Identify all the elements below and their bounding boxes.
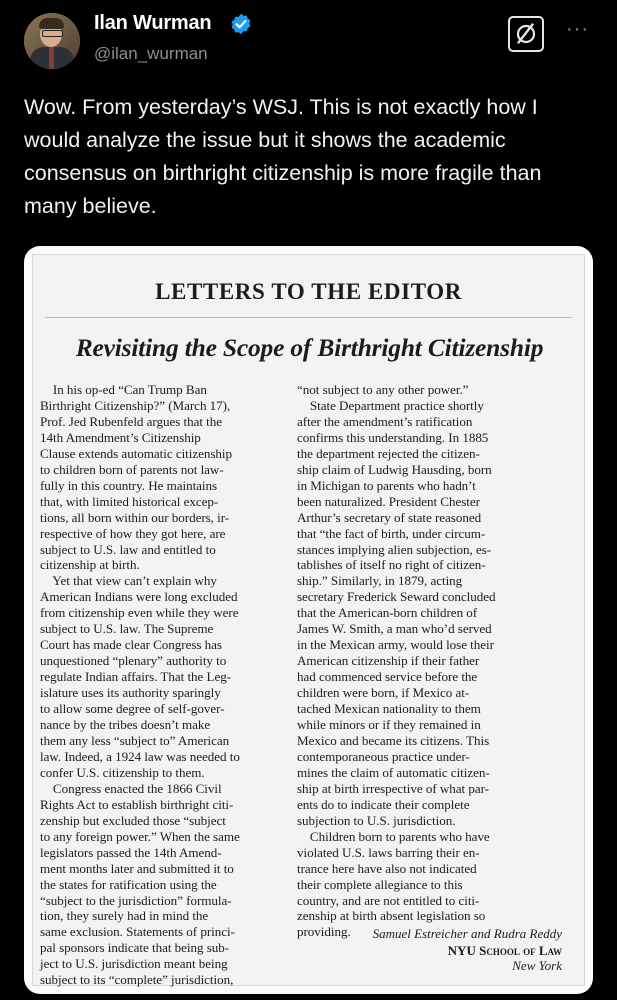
verified-badge-icon xyxy=(230,13,252,35)
school: NYU School of Law xyxy=(447,943,562,958)
masthead: LETTERS TO THE EDITOR xyxy=(155,279,462,304)
grok-icon xyxy=(510,18,542,50)
letter-column-2: “not subject to any other power.” State Department practice shortly after the amendment’s ratification confirms this understanding. In 1885 the department rejected the citizen- ship claim of Ludwig Hausding, born in Michigan to parents who hadn’t been naturalized. President Chester Arthur’s secretary of state reasoned that “the fact of birth, under circum- stances implying alien subjection, es- tablishes of itself no right of citizen- ship.” Similarly, in 1879, acting secretary Frederick Seward concluded that the American-born children of James W. Smith, a man who’d served in the Mexican army, would lose their American citizenship if their father had commenced service before the children were born, if Mexico at- tached Mexican nationality to them while minors or if they remained in Mexico and became its citizens. This contemporaneous practice under- mines the claim of automatic citizen- ship at birth irrespective of what par- ents do to indicate their complete subjection to U.S. jurisdiction. Children born to parents who have violated U.S. laws barring their en- trance here have also not indicated their complete allegiance to this country, and are not entitled to citi- zenship at birth absent legislation so providing. xyxy=(297,382,496,940)
author-handle[interactable]: @ilan_wurman xyxy=(94,44,208,63)
avatar[interactable] xyxy=(24,13,80,69)
more-options-icon[interactable]: ··· xyxy=(566,18,589,40)
headline: Revisiting the Scope of Birthright Citizenship xyxy=(75,333,544,362)
author-name[interactable]: Ilan Wurman xyxy=(94,12,212,34)
tweet-text: Wow. From yesterday’s WSJ. This is not exactly how I would analyze the issue but it shows the academic consensus on birthright citizenship is more fragile than many believe. xyxy=(24,95,542,218)
grok-button[interactable] xyxy=(508,16,544,52)
attached-image[interactable] xyxy=(24,246,593,994)
signers: Samuel Estreicher and Rudra Reddy xyxy=(372,926,562,941)
masthead-rule xyxy=(45,317,572,318)
newspaper-clipping xyxy=(32,254,585,986)
city: New York xyxy=(512,958,562,973)
letter-column-1: In his op-ed “Can Trump Ban Birthright Citizenship?” (March 17), Prof. Jed Rubenfeld argues that the 14th Amendment’s Citizenship Clause extends automatic citizenship to children born of parents not law- fully in this country. He maintains that, with limited historical excep- tions, all born within our borders, ir- respective of how they got here, are subject to U.S. law and entitled to citizenship at birth. Yet that view can’t explain why American Indians were long excluded from citizenship even while they were subject to U.S. law. The Supreme Court has made clear Congress has unquestioned “plenary” authority to regulate Indian affairs. That the Leg- islature uses its authority sparingly to allow some degree of self-gover- nance by the tribes doesn’t make them any less “subject to” American law. Indeed, a 1924 law was needed to confer U.S. citizenship to them. Congress enacted the 1866 Civil Rights Act to establish birthright citi- zenship but excluded those “subject to any foreign power.” When the same legislators passed the 14th Amend- ment months later and submitted it to the states for ratification using the “subject to the jurisdiction” formula- tion, they surely had in mind the same exclusion. Statements of princi- pal sponsors indicate that being sub- ject to U.S. jurisdiction meant being subject to its “complete” jurisdiction, xyxy=(40,382,240,988)
verified-badge-shape xyxy=(232,14,251,34)
